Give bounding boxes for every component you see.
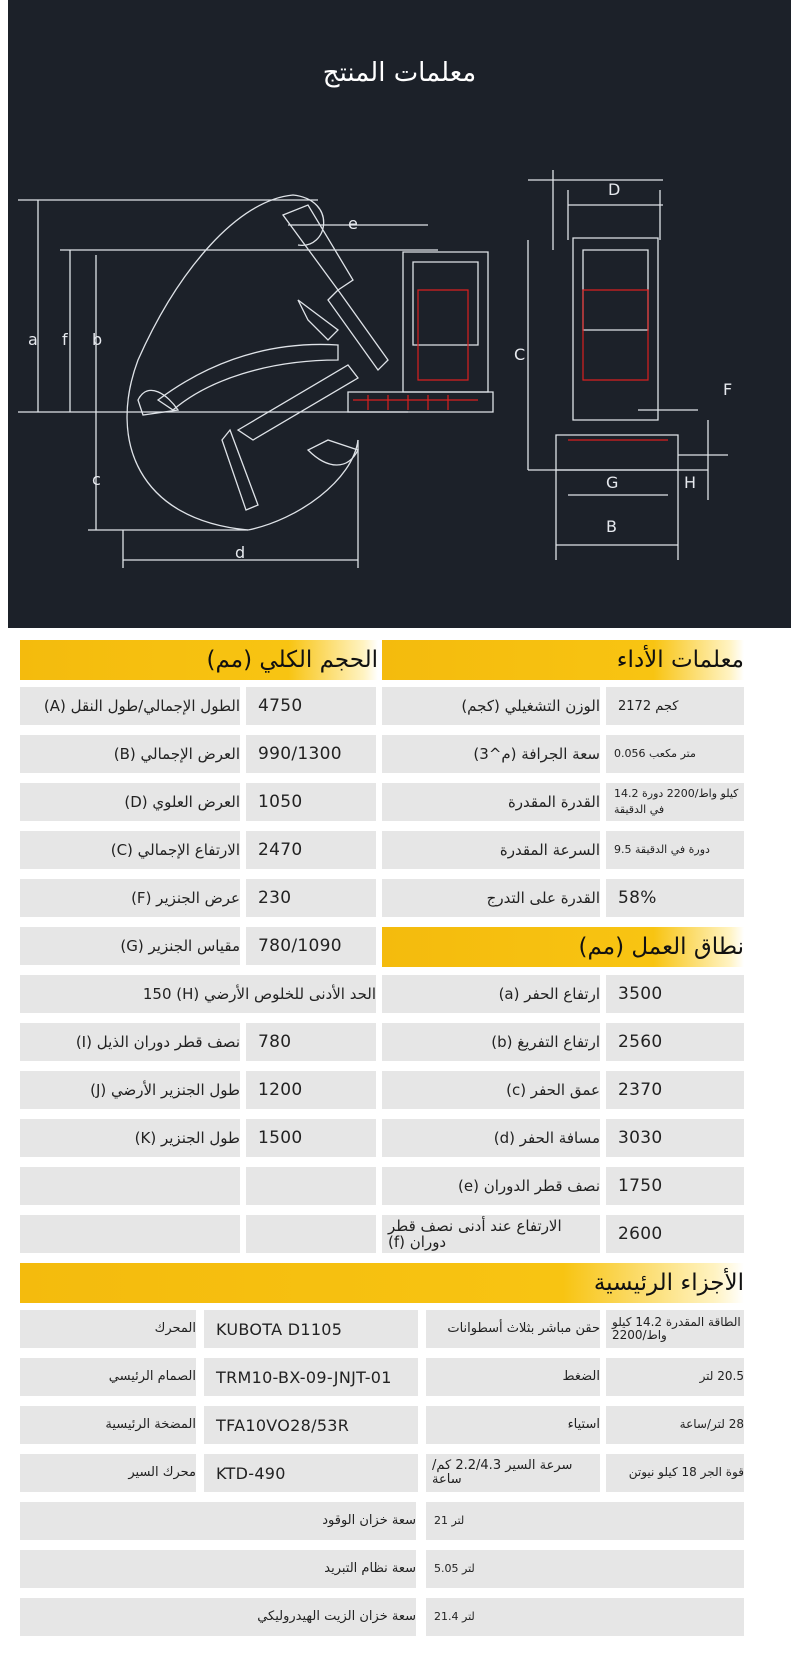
product-diagram-panel — [8, 0, 791, 628]
diagram-label-d: d — [235, 543, 246, 562]
parts-row-label: محرك السير — [20, 1454, 196, 1492]
size-row-value: 1500 — [246, 1119, 376, 1157]
size-row-label: نصف قطر دوران الذيل (I) — [20, 1023, 240, 1061]
size-row-value — [246, 1215, 376, 1253]
excavator-dimension-diagram — [8, 0, 791, 628]
diagram-label-G: G — [606, 473, 619, 492]
size-row-label: العرض العلوي (D) — [20, 783, 240, 821]
range-row-value: 2560 — [606, 1023, 744, 1061]
performance-row-value: 9.5 دورة في الدقيقة — [606, 831, 744, 869]
parts-row-label-secondary: سرعة السير 2.2/4.3 كم/ساعة — [426, 1454, 600, 1492]
size-row-label: عرض الجنزير (F) — [20, 879, 240, 917]
size-row-value: 230 — [246, 879, 376, 917]
parts-row-label-secondary: الضغط — [426, 1358, 600, 1396]
size-row-label: العرض الإجمالي (B) — [20, 735, 240, 773]
diagram-label-C: C — [514, 345, 526, 364]
range-row-label: الارتفاع عند أدنى نصف قطر دوران (f) — [382, 1215, 600, 1253]
size-row-label: مقياس الجنزير (G) — [20, 927, 240, 965]
range-row-value: 1750 — [606, 1167, 744, 1205]
range-row-value: 2600 — [606, 1215, 744, 1253]
diagram-label-B: B — [606, 517, 617, 536]
performance-row-label: الوزن التشغيلي (كجم) — [382, 687, 600, 725]
performance-row-value: 2172 كجم — [606, 687, 744, 725]
parts-row-value: TFA10VO28/53R — [204, 1406, 418, 1444]
capacity-row-value: 21.4 لتر — [426, 1598, 744, 1636]
capacity-row-label: سعة نظام التبريد — [20, 1550, 416, 1588]
performance-row-label: السرعة المقدرة — [382, 831, 600, 869]
size-row-label: طول الجنزير الأرضي (J) — [20, 1071, 240, 1109]
performance-row-label: سعة الجرافة (م^3) — [382, 735, 600, 773]
size-row-value: 1050 — [246, 783, 376, 821]
size-row-label — [20, 1215, 240, 1253]
diagram-label-D: D — [608, 180, 621, 199]
diagram-label-b: b — [92, 330, 103, 349]
parts-row-label: المضخة الرئيسية — [20, 1406, 196, 1444]
size-row-label: الطول الإجمالي/طول النقل (A) — [20, 687, 240, 725]
size-row-value: 1200 — [246, 1071, 376, 1109]
diagram-label-H: H — [684, 473, 697, 492]
performance-row-label: القدرة المقدرة — [382, 783, 600, 821]
parts-row-label-secondary: حقن مباشر بثلاث أسطوانات — [426, 1310, 600, 1348]
parts-row-value: KUBOTA D1105 — [204, 1310, 418, 1348]
diagram-label-e: e — [348, 214, 358, 233]
size-row-label: الارتفاع الإجمالي (C) — [20, 831, 240, 869]
parts-row-label: المحرك — [20, 1310, 196, 1348]
parts-row-value-secondary: قوة الجر 18 كيلو نيوتن — [606, 1454, 744, 1492]
parts-row-label: الصمام الرئيسي — [20, 1358, 196, 1396]
size-row-value: 4750 — [246, 687, 376, 725]
section-header-range: نطاق العمل (مم) — [382, 927, 744, 967]
parts-row-value: KTD-490 — [204, 1454, 418, 1492]
performance-row-value: 0.056 متر مكعب — [606, 735, 744, 773]
range-row-value: 3500 — [606, 975, 744, 1013]
capacity-row-label: سعة خزان الوقود — [20, 1502, 416, 1540]
range-row-label: نصف قطر الدوران (e) — [382, 1167, 600, 1205]
parts-row-value-secondary: 20.5 لتر — [606, 1358, 744, 1396]
range-row-label: مسافة الحفر (d) — [382, 1119, 600, 1157]
performance-row-value: 14.2 كيلو واط/2200 دورة في الدقيقة — [606, 783, 744, 821]
diagram-label-c: c — [92, 470, 101, 489]
size-row-value: 780/1090 — [246, 927, 376, 965]
section-header-performance: معلمات الأداء — [382, 640, 744, 680]
diagram-label-F: F — [723, 380, 733, 399]
capacity-row-label: سعة خزان الزيت الهيدروليكي — [20, 1598, 416, 1636]
size-row-value — [246, 1167, 376, 1205]
section-header-size: الحجم الكلي (مم) — [20, 640, 378, 680]
capacity-row-value: 21 لتر — [426, 1502, 744, 1540]
page-title: معلمات المنتج — [322, 58, 477, 88]
performance-row-value: 58% — [606, 879, 744, 917]
range-row-label: ارتفاع التفريغ (b) — [382, 1023, 600, 1061]
size-row-value: 2470 — [246, 831, 376, 869]
parts-row-value: TRM10-BX-09-JNJT-01 — [204, 1358, 418, 1396]
diagram-label-a: a — [28, 330, 38, 349]
size-row-label — [20, 1167, 240, 1205]
range-row-value: 2370 — [606, 1071, 744, 1109]
size-row-value: 990/1300 — [246, 735, 376, 773]
size-row-label: طول الجنزير (K) — [20, 1119, 240, 1157]
size-row-label: الحد الأدنى للخلوص الأرضي (H) 150 — [20, 975, 376, 1013]
capacity-row-value: 5.05 لتر — [426, 1550, 744, 1588]
size-row-value: 780 — [246, 1023, 376, 1061]
range-row-value: 3030 — [606, 1119, 744, 1157]
range-row-label: عمق الحفر (c) — [382, 1071, 600, 1109]
parts-row-value-secondary: 28 لتر/ساعة — [606, 1406, 744, 1444]
diagram-label-f: f — [62, 330, 68, 349]
range-row-label: ارتفاع الحفر (a) — [382, 975, 600, 1013]
parts-row-value-secondary: الطاقة المقدرة 14.2 كيلو واط/2200 — [606, 1310, 744, 1348]
section-header-parts: الأجزاء الرئيسية — [20, 1263, 744, 1303]
parts-row-label-secondary: استياء — [426, 1406, 600, 1444]
performance-row-label: القدرة على التدرج — [382, 879, 600, 917]
